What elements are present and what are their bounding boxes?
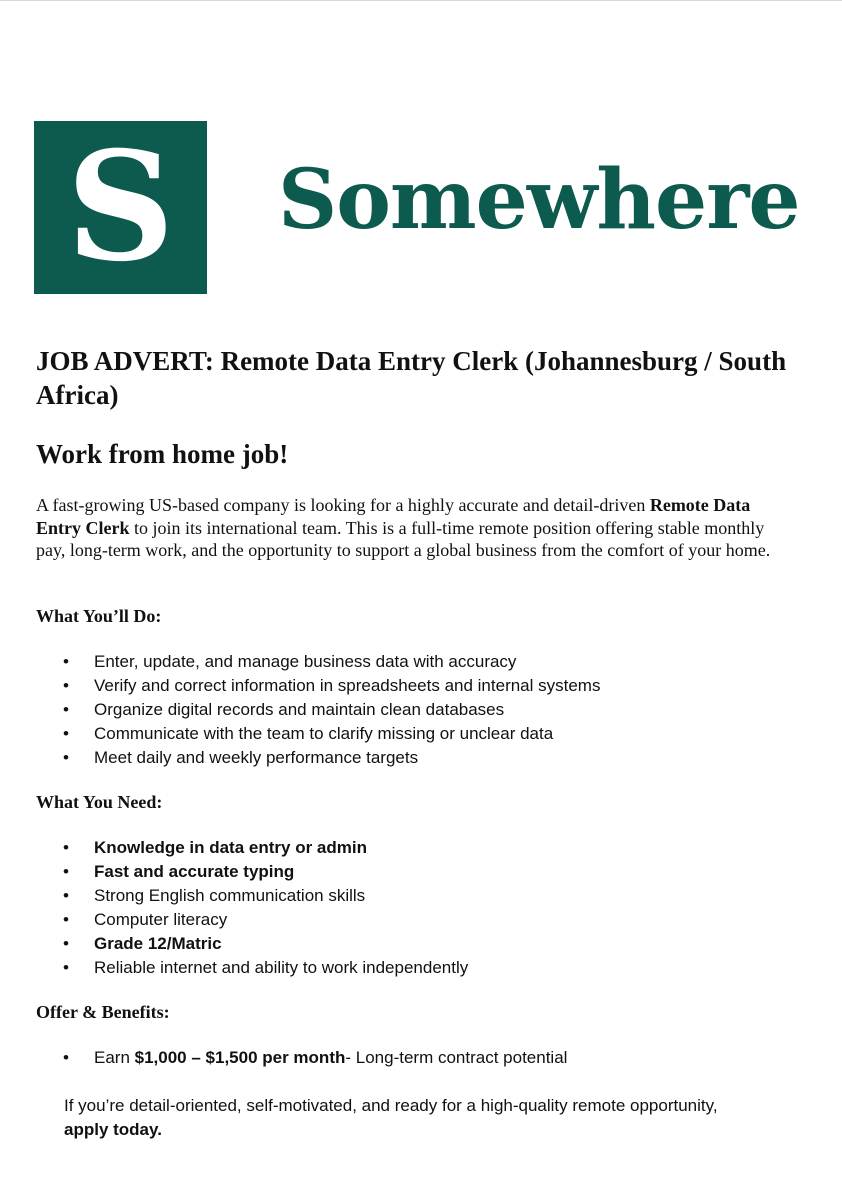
page-subtitle: Work from home job! bbox=[36, 439, 289, 469]
list-item bbox=[0, 932, 468, 956]
logo-letter: S bbox=[66, 119, 175, 295]
bullet-icon: • bbox=[63, 886, 69, 905]
section-heading-what-you-need: What You Need: bbox=[36, 792, 163, 812]
bullet-icon: • bbox=[63, 724, 69, 743]
section-heading-offer: Offer & Benefits: bbox=[36, 1002, 170, 1022]
list-item bbox=[0, 650, 600, 674]
bullet-icon: • bbox=[63, 700, 69, 719]
list-item bbox=[0, 836, 468, 860]
list-item-text: Meet daily and weekly performance targets bbox=[94, 748, 419, 767]
logo-mark bbox=[34, 121, 207, 294]
list-item-text: Grade 12/Matric bbox=[94, 934, 222, 953]
bullet-icon: • bbox=[63, 652, 69, 671]
list-item bbox=[0, 674, 600, 698]
bullet-icon: • bbox=[63, 862, 69, 881]
list-item-text: Communicate with the team to clarify missing or unclear data bbox=[94, 724, 554, 743]
offer-list bbox=[0, 1046, 567, 1070]
list-item bbox=[0, 1046, 567, 1070]
intro-role-bold: Remote Data Entry Clerk bbox=[36, 495, 751, 538]
what-you-need-list bbox=[0, 836, 468, 980]
list-item-text: Knowledge in data entry or admin bbox=[94, 838, 367, 857]
bullet-icon: • bbox=[63, 748, 69, 767]
list-item bbox=[0, 884, 468, 908]
section-heading-what-you-do: What You’ll Do: bbox=[36, 606, 162, 626]
brand-name: Somewhere bbox=[278, 152, 800, 248]
list-item bbox=[0, 698, 600, 722]
bullet-icon: • bbox=[63, 910, 69, 929]
list-item-text: Fast and accurate typing bbox=[94, 862, 295, 881]
offer-amount: $1,000 – $1,500 per month bbox=[134, 1048, 346, 1067]
closing-paragraph bbox=[64, 1094, 764, 1142]
bullet-icon: • bbox=[63, 958, 69, 977]
list-item bbox=[0, 722, 600, 746]
list-item bbox=[0, 956, 468, 980]
bullet-icon: • bbox=[63, 934, 69, 953]
list-item-text: Computer literacy bbox=[94, 910, 228, 929]
apply-today-bold: apply today. bbox=[64, 1120, 162, 1139]
list-item bbox=[0, 908, 468, 932]
offer-prefix: Earn bbox=[94, 1048, 135, 1067]
intro-paragraph bbox=[36, 494, 796, 562]
bullet-icon: • bbox=[63, 1048, 69, 1067]
list-item-text: Verify and correct information in spreadsheets and internal systems bbox=[94, 676, 601, 695]
list-item bbox=[0, 860, 468, 884]
top-border bbox=[0, 0, 842, 1]
list-item-text: Reliable internet and ability to work independently bbox=[94, 958, 469, 977]
list-item-text: Organize digital records and maintain clean databases bbox=[94, 700, 505, 719]
page-title: JOB ADVERT: Remote Data Entry Clerk (Johannesburg / South Africa) bbox=[36, 346, 787, 410]
list-item-text: Enter, update, and manage business data with accuracy bbox=[94, 652, 517, 671]
what-you-do-list bbox=[0, 650, 600, 770]
intro-text-2: to join its international team. This is a full-time remote position offering stable monthly pay, long-term work, and the opportunity to support a global business from the comfort of your home. bbox=[36, 517, 771, 560]
closing-text: If you’re detail-oriented, self-motivated, and ready for a high-quality remote opportunity, bbox=[64, 1096, 718, 1115]
bullet-icon: • bbox=[63, 676, 69, 695]
list-item-text: Strong English communication skills bbox=[94, 886, 366, 905]
bullet-icon: • bbox=[63, 838, 69, 857]
offer-suffix: - Long-term contract potential bbox=[345, 1048, 568, 1067]
intro-text-1: A fast-growing US-based company is looking for a highly accurate and detail-driven bbox=[36, 495, 650, 515]
list-item bbox=[0, 746, 600, 770]
